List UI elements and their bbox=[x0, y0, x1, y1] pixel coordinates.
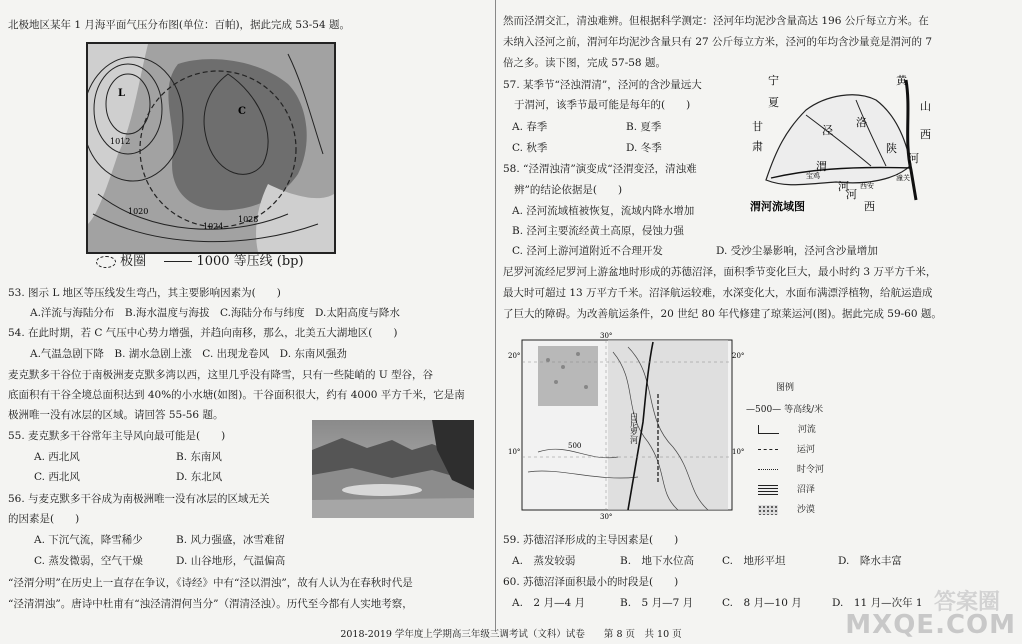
legend-contour-symbol: —500— bbox=[746, 405, 782, 415]
map3-lon-30-top: 30° bbox=[600, 332, 613, 340]
weihe-basin-map bbox=[746, 70, 942, 218]
q59-option-c: C. 地形平坦 bbox=[722, 555, 786, 567]
map1-legend bbox=[96, 254, 304, 270]
legend-swamp-text: 沼泽 bbox=[796, 485, 815, 495]
legend-desert-text: 沙漠 bbox=[796, 505, 815, 515]
q59-option-d: D. 降水丰富 bbox=[838, 555, 902, 567]
map3-lat-10-left: 10° bbox=[508, 448, 521, 456]
passage-55-line2: 底面积有干谷全境总面积达到 40%的小水塘(如图)。干谷面积很大，约有 4000 平方千米，它是南 bbox=[8, 389, 465, 401]
column-divider bbox=[495, 0, 496, 632]
map2-label-wei: 渭 bbox=[816, 160, 827, 173]
map2-label-xi2: 西 bbox=[864, 200, 875, 213]
high-pressure-label: C bbox=[238, 106, 246, 117]
map2-label-xia: 夏 bbox=[768, 96, 779, 109]
legend-contour-text: 等高线/米 bbox=[784, 405, 824, 415]
q58-option-d: D. 受沙尘暴影响，泾河含沙量增加 bbox=[716, 245, 878, 257]
sudd-canal-map bbox=[508, 332, 744, 520]
q56-stem-line1: 56. 与麦克默多干谷成为南极洲唯一没有冰层的区域无关 bbox=[8, 493, 270, 505]
map2-label-he: 河 bbox=[908, 152, 919, 165]
watermark-url: MXQE.COM bbox=[845, 610, 1016, 640]
q57-option-d: D. 冬季 bbox=[626, 142, 662, 154]
svg-text:1024: 1024 bbox=[203, 222, 224, 231]
q59-stem: 59. 苏德沼泽形成的主导因素是( ) bbox=[503, 534, 679, 546]
map3-river-label: 白尼罗河 bbox=[629, 412, 639, 444]
q54-stem: 54. 在此时期，若 C 气压中心势力增强，并趋向南移，那么，北美五大湖地区( ) bbox=[8, 327, 398, 339]
passage-59-line1: 尼罗河流经尼罗河上游盆地时形成的苏德沼泽，面积季节变化巨大，最小时约 3 万平方千米， bbox=[503, 266, 937, 278]
q56-stem-line2: 的因素是( ) bbox=[8, 513, 80, 525]
passage-59-line3: 了巨大的障碍。为改善航运条件，20 世纪 80 年代修建了琼莱运河(图)。据此完成 59-60 题。 bbox=[503, 308, 942, 320]
seasonal-river-icon bbox=[758, 469, 778, 470]
arctic-pressure-map bbox=[86, 42, 336, 254]
map2-label-ning: 宁 bbox=[768, 74, 779, 87]
q56-option-d: D. 山谷地形，气温偏高 bbox=[176, 555, 286, 567]
passage-57-line4: 未纳入泾河之前，渭河年均泥沙含量只有 27 公斤每立方米，泾河的年均含沙量竟是渭河的 7 bbox=[503, 36, 933, 48]
map3-contour-label: 500 bbox=[568, 442, 582, 450]
q55-option-b: B. 东南风 bbox=[176, 451, 222, 463]
map2-label-su: 肃 bbox=[752, 140, 763, 153]
passage-55-line1: 麦克默多干谷位于南极洲麦克默多湾以西，这里几乎没有降雪，只有一些陡峭的 U 型谷，谷 bbox=[8, 369, 434, 381]
map2-label-river: 河 bbox=[838, 180, 849, 193]
q55-option-c: C. 西北风 bbox=[34, 471, 80, 483]
map2-label-jing: 泾 bbox=[822, 124, 833, 137]
map2-label-he2: 河 bbox=[846, 188, 857, 201]
map2-title: 渭河流域图 bbox=[750, 200, 805, 213]
q57-option-a: A. 春季 bbox=[512, 121, 548, 133]
map2-label-shaan: 陕 bbox=[886, 142, 897, 155]
q60-option-d: D. 11 月—次年 1 bbox=[832, 597, 923, 609]
q53-options: A.洋流与海陆分布 B.海水温度与海拔 C.海陆分布与纬度 D.太阳高度与降水 bbox=[30, 307, 400, 319]
river-icon bbox=[758, 425, 779, 434]
q55-option-a: A. 西北风 bbox=[34, 451, 80, 463]
canal-icon bbox=[758, 449, 778, 450]
map3-lat-20-right: 20° bbox=[732, 352, 744, 360]
q53-stem: 53. 图示 L 地区等压线发生弯凸，其主要影响因素为( ) bbox=[8, 287, 281, 299]
sudd-map-legend bbox=[744, 374, 864, 522]
watermark-logo-text: 答案圈 bbox=[933, 590, 1000, 615]
q54-options: A.气温急剧下降 B. 湖水急剧上涨 C. 出现龙卷风 D. 东南风强劲 bbox=[30, 348, 347, 360]
legend-polar-circle: 极圈 bbox=[120, 254, 147, 269]
q58-stem-line2: 辨”的结论依据是( ) bbox=[514, 184, 623, 196]
q58-option-c: C. 泾河上游河道附近不合理开发 bbox=[512, 245, 663, 257]
isobar-line-icon bbox=[164, 261, 192, 262]
map2-label-luo: 洛 bbox=[856, 116, 867, 129]
map2-label-baoji: 宝鸡 bbox=[806, 172, 820, 180]
legend-seasonal-text: 时令河 bbox=[796, 465, 824, 475]
q60-option-c: C. 8 月—10 月 bbox=[722, 597, 802, 609]
map2-label-huang: 黄 bbox=[896, 74, 907, 87]
q57-stem-line2: 于渭河，该季节最可能是每年的( ) bbox=[514, 99, 691, 111]
map2-label-xian: 西安 bbox=[860, 182, 874, 190]
passage-57-line2: “泾清渭浊”。唐诗中杜甫有“浊泾清渭何当分”（渭清泾浊）。历代至今都有人实地考察， bbox=[8, 598, 413, 610]
page-footer: 2018-2019 学年度上学期高三年级三调考试（文科）试卷 第 8 页 共 10 页 bbox=[340, 629, 682, 640]
sudd-map-drawing bbox=[508, 332, 744, 520]
passage-57-line5: 倍之多。读下图，完成 57-58 题。 bbox=[503, 57, 666, 69]
svg-text:1028: 1028 bbox=[238, 215, 259, 224]
q56-option-b: B. 风力强盛，冰雪难留 bbox=[176, 534, 285, 546]
q60-stem: 60. 苏德沼泽面积最小的时段是( ) bbox=[503, 576, 679, 588]
map2-label-tongguan: 潼关 bbox=[896, 174, 910, 182]
polar-circle-icon bbox=[96, 256, 116, 268]
q60-option-b: B. 5 月—7 月 bbox=[620, 597, 694, 609]
passage-55-line3: 极洲唯一没有冰层的区域。请回答 55-56 题。 bbox=[8, 409, 224, 421]
intro-53-54: 北极地区某年 1 月海平面气压分布图(单位：百帕)，据此完成 53-54 题。 bbox=[8, 19, 350, 31]
map3-lat-10-right: 10° bbox=[732, 448, 744, 456]
svg-text:1012: 1012 bbox=[110, 137, 131, 146]
legend-canal-text: 运河 bbox=[796, 445, 815, 455]
map2-label-xi: 西 bbox=[920, 128, 931, 141]
q56-option-c: C. 蒸发微弱，空气干燥 bbox=[34, 555, 143, 567]
q59-option-a: A. 蒸发较弱 bbox=[512, 555, 576, 567]
q58-option-a: A. 泾河流域植被恢复，流域内降水增加 bbox=[512, 205, 695, 217]
q59-option-b: B. 地下水位高 bbox=[620, 555, 695, 567]
map2-label-shan: 山 bbox=[920, 100, 931, 113]
passage-57-line3: 然而泾渭交汇，清浊难辨。但根据科学测定：泾河年均泥沙含量高达 196 公斤每立方米。在 bbox=[503, 15, 929, 27]
q58-stem-line1: 58. “泾渭浊清”演变成“泾渭变泾，清浊难 bbox=[503, 163, 697, 175]
map2-label-gan: 甘 bbox=[752, 120, 763, 133]
weihe-map-drawing bbox=[746, 70, 942, 218]
passage-59-line2: 最大时可超过 13 万平方千米。沼泽航运较难，水深变化大，水面布满漂浮植物，给航运造成 bbox=[503, 287, 933, 299]
q57-option-c: C. 秋季 bbox=[512, 142, 548, 154]
map3-lon-30-bottom: 30° bbox=[600, 513, 613, 520]
q57-option-b: B. 夏季 bbox=[626, 121, 662, 133]
low-pressure-label: L bbox=[118, 88, 126, 99]
legend-isobar: 1000 等压线 (bp) bbox=[196, 254, 304, 269]
legend-title: 图例 bbox=[776, 383, 795, 393]
q58-option-b: B. 泾河主要流经黄土高原，侵蚀力强 bbox=[512, 225, 684, 237]
q55-option-d: D. 东北风 bbox=[176, 471, 223, 483]
q55-stem: 55. 麦克默多干谷常年主导风向最可能是( ) bbox=[8, 430, 226, 442]
desert-icon bbox=[758, 505, 778, 515]
q57-stem-line1: 57. 某季节“泾浊渭清”，泾河的含沙量远大 bbox=[503, 79, 702, 91]
q56-option-a: A. 下沉气流，降雪稀少 bbox=[34, 534, 143, 546]
swamp-icon bbox=[758, 485, 778, 495]
q60-option-a: A. 2 月—4 月 bbox=[512, 597, 585, 609]
svg-text:1020: 1020 bbox=[128, 207, 149, 216]
dry-valley-photo bbox=[312, 420, 474, 518]
map3-lat-20-left: 20° bbox=[508, 352, 521, 360]
legend-river-text: 河流 bbox=[797, 425, 816, 435]
passage-57-line1: “泾渭分明”在历史上一直存在争议，《诗经》中有“泾以渭浊”，故有人认为在春秋时代是 bbox=[8, 577, 413, 589]
dry-valley-drawing bbox=[312, 420, 474, 518]
arctic-map-drawing bbox=[88, 44, 334, 252]
